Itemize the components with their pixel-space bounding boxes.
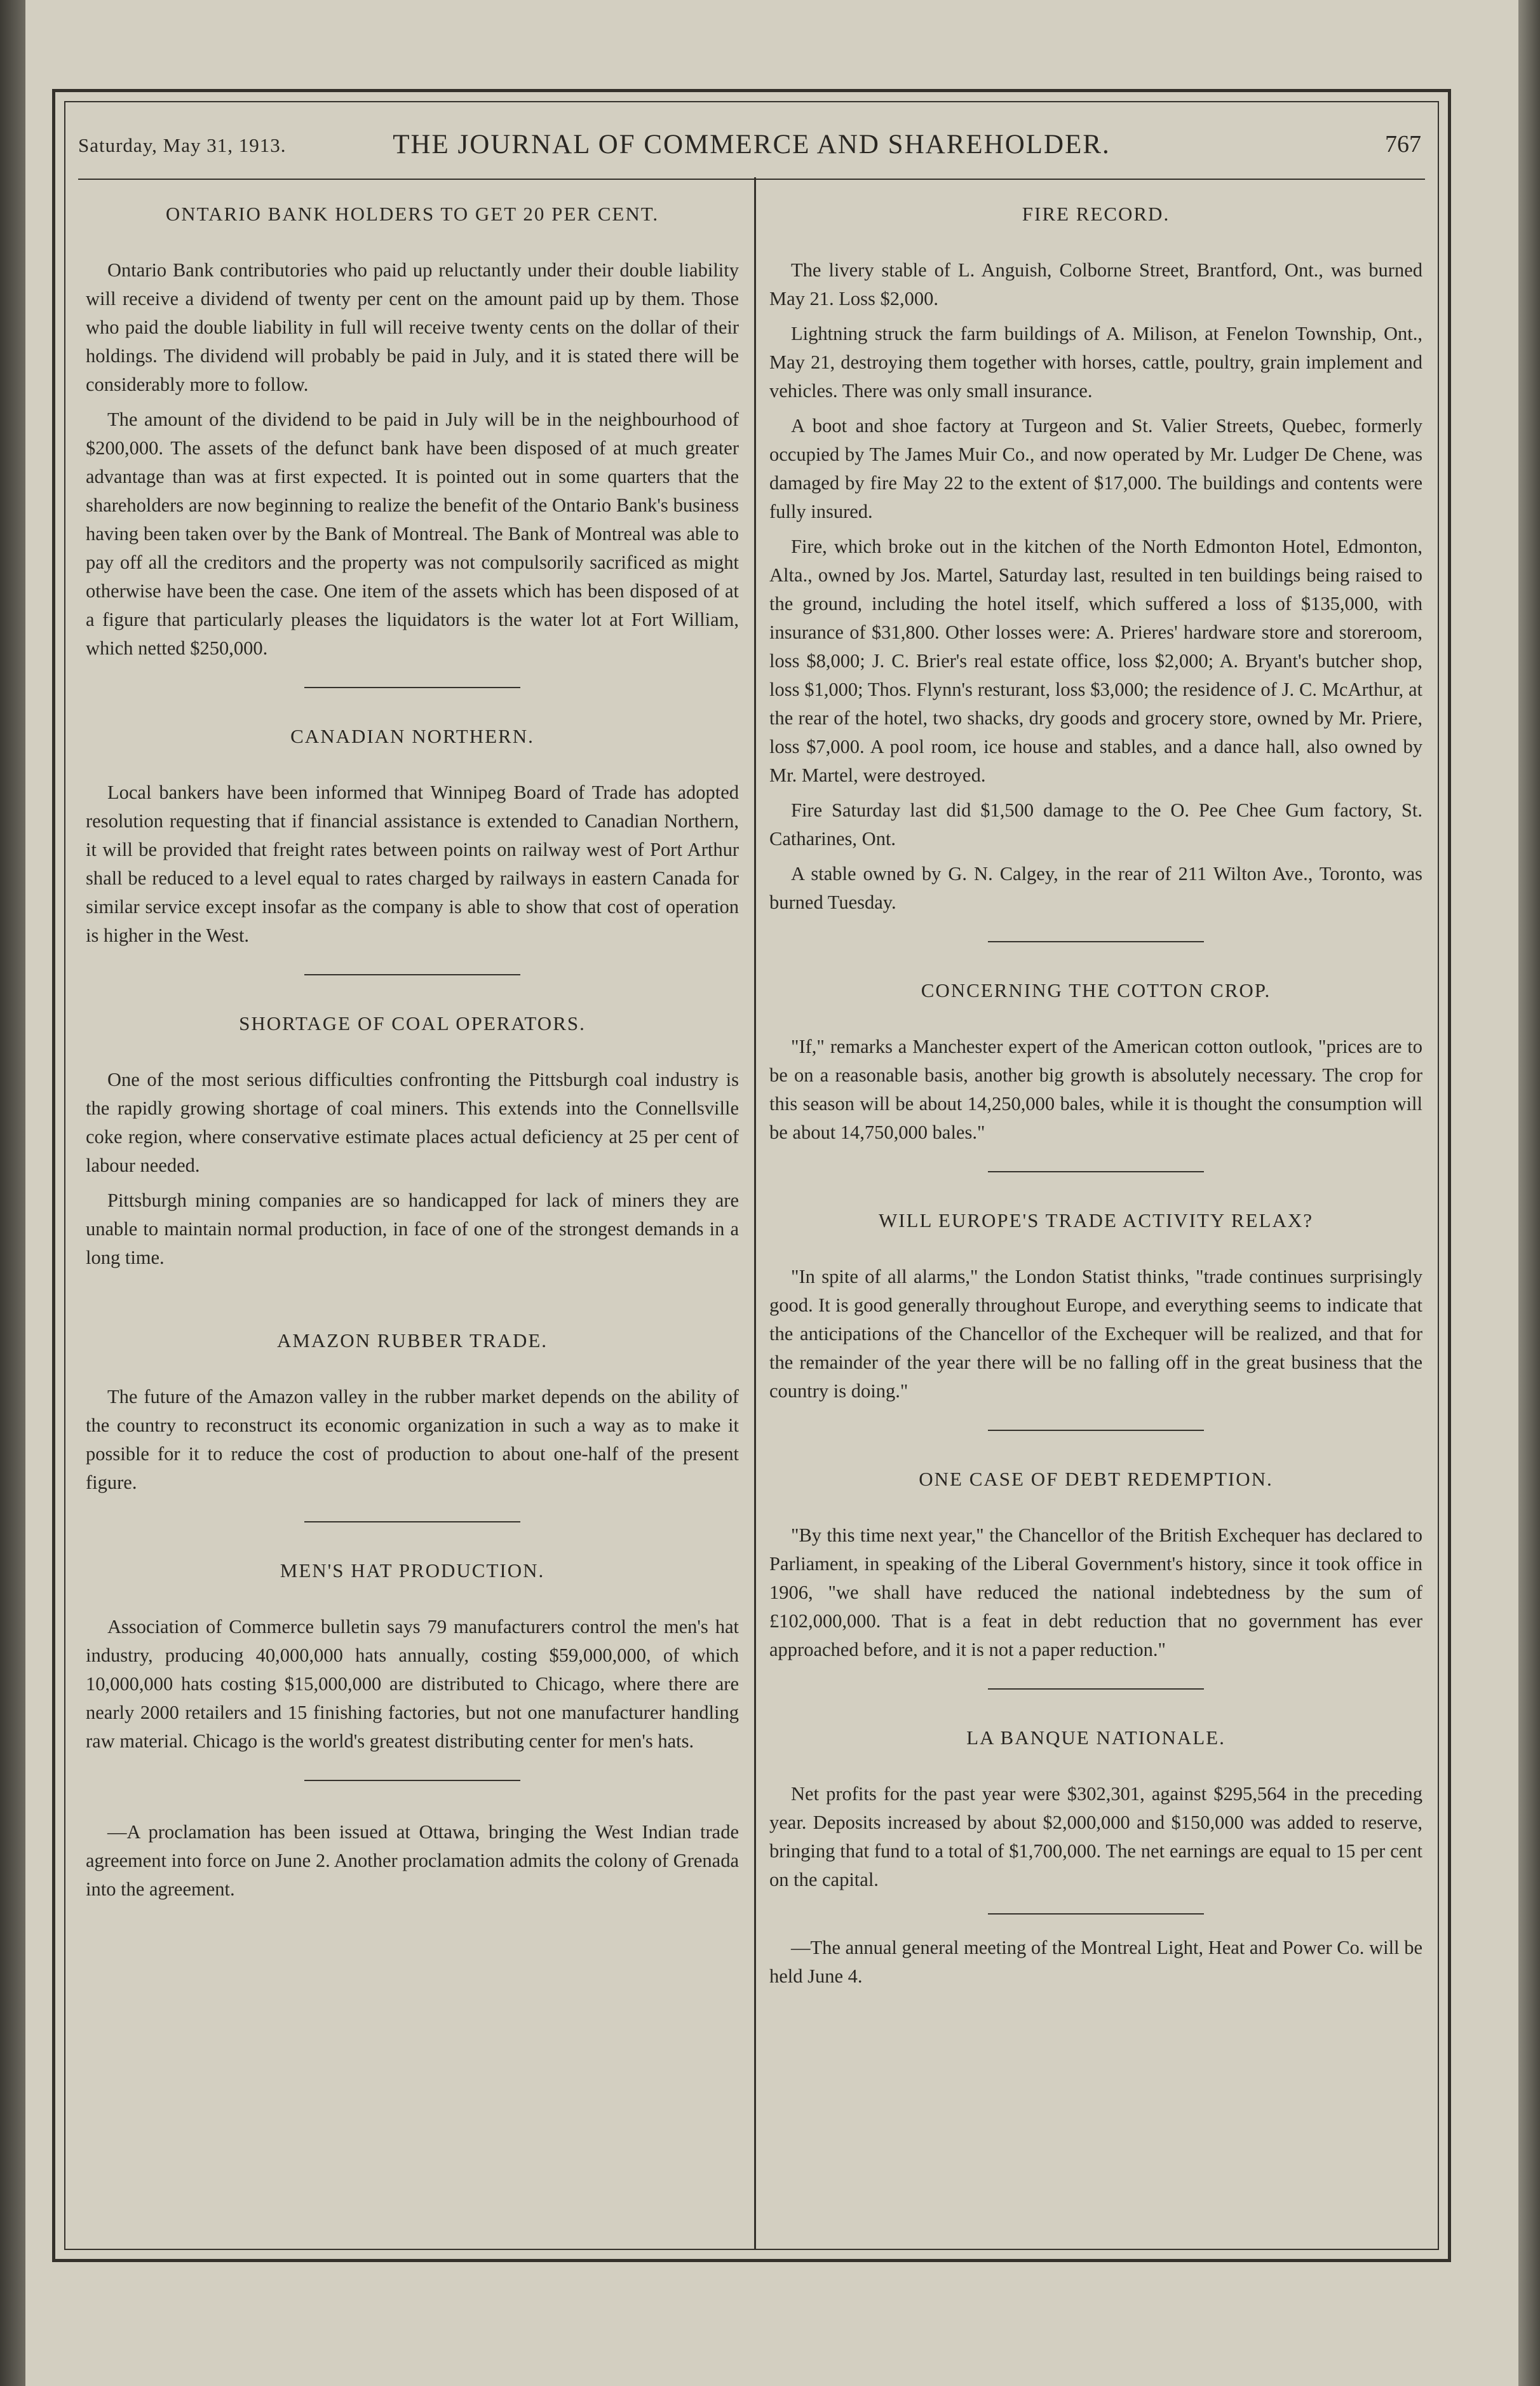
section-rule (304, 687, 520, 688)
article-paragraph: Ontario Bank contributories who paid up reluctantly under their double liability will receive a dividend of twenty per cent on the amount paid up by them. Those who paid the double liability in full will receive twenty cents on the dollar of their holdings. The dividend will probably be paid in July, and it is stated there will be considerably more to follow. (86, 259, 739, 395)
article-paragraph: One of the most serious difficulties confronting the Pittsburgh coal industry is the rapidly growing shortage of coal miners. This extends into the Connellsville coke region, where conservative estimate places actual deficiency at 25 per cent of labour needed. (86, 1069, 739, 1176)
article-paragraph: The future of the Amazon valley in the rubber market depends on the ability of the country to reconstruct its economic organization in such a way as to make it possible for it to reduce the cost of production to about one-half of the present figure. (86, 1386, 739, 1493)
section-rule (988, 1913, 1204, 1915)
article-paragraph: "If," remarks a Manchester expert of the American cotton outlook, "prices are to be on a reasonable basis, another big growth is absolutely necessary. The crop for this season will be about 14,250,000 bales, while it is thought the consumption will be about 14,750,000 bales." (769, 1036, 1422, 1143)
article-banque-nationale (769, 1726, 1422, 1894)
article-paragraph: Fire, which broke out in the kitchen of the North Edmonton Hotel, Edmonton, Alta., owned by Jos. Martel, Saturday last, resulted in ten buildings being raised to the ground, including the hotel itself, which suffered a loss of $135,000, with insurance of $31,800. Other losses were: A. Prieres' hardware store and storeroom, loss $8,000; J. C. Brier's real estate office, loss $2,000; A. Bryant's butcher shop, loss $1,000; Thos. Flynn's resturant, loss $3,000; the residence of J. C. McArthur, at the rear of the hotel, two shacks, dry goods and grocery store, owned by Mr. Priere, loss $7,000. A pool room, ice house and stables, and a dance hall, also owned by Mr. Martel, were destroyed. (769, 536, 1422, 786)
article-paragraph: Pittsburgh mining companies are so handicapped for lack of miners they are unable to maintain normal production, in face of one of the strongest demands in a long time. (86, 1190, 739, 1268)
article-debt-redemption (769, 1468, 1422, 1664)
section-rule (988, 1430, 1204, 1431)
article-paragraph: "By this time next year," the Chancellor of the British Exchequer has declared to Parliament, in speaking of the Liberal Government's history, since it took office in 1906, "we shall have reduced the national indebtedness by the sum of £102,000,000. That is a feat in debt reduction that no government has ever approached before, and it is not a paper reduction." (769, 1524, 1422, 1660)
article-paragraph: Lightning struck the farm buildings of A. Milison, at Fenelon Township, Ont., May 21, destroying them together with horses, cattle, poultry, grain implement and vehicles. There was only small insurance. (769, 323, 1422, 402)
article-headline: ONTARIO BANK HOLDERS TO GET 20 PER CENT. (165, 203, 659, 225)
left-column (86, 190, 739, 1910)
article-paragraph: A stable owned by G. N. Calgey, in the rear of 211 Wilton Ave., Toronto, was burned Tuesday. (769, 863, 1422, 913)
section-rule (304, 1521, 520, 1522)
article-coal-operators (86, 1012, 739, 1272)
article-headline: CONCERNING THE COTTON CROP. (921, 979, 1271, 1001)
article-canadian-northern (86, 725, 739, 950)
section-rule (304, 974, 520, 975)
page-number: 767 (1385, 131, 1421, 158)
article-mens-hats (86, 1559, 739, 1756)
right-column (769, 190, 1422, 1997)
article-fire-record (769, 203, 1422, 917)
article-headline: FIRE RECORD. (1022, 203, 1170, 225)
book-binding (0, 0, 25, 2386)
article-headline: CANADIAN NORTHERN. (290, 725, 534, 747)
article-europe-trade (769, 1209, 1422, 1406)
article-paragraph: Association of Commerce bulletin says 79 manufacturers control the men's hat industry, producing 40,000,000 hats annually, costing $59,000,000, of which 10,000,000 hats costing $15,000,000 are distributed to Chicago, where there are nearly 2000 retailers and 15 finishing factories, but not one manufacturer handling raw material. Chicago is the world's greatest distributing center for men's hats. (86, 1616, 739, 1752)
page-edge (1518, 0, 1540, 2386)
article-paragraph: Local bankers have been informed that Winnipeg Board of Trade has adopted resolution requesting that if financial assistance is extended to Canadian Northern, it will be provided that freight rates between points on railway west of Port Arthur shall be reduced to a level equal to rates charged by railways in eastern Canada for similar service except insofar as the company is able to show that cost of operation is higher in the West. (86, 782, 739, 946)
issue-date: Saturday, May 31, 1913. (78, 134, 287, 156)
article-headline: ONE CASE OF DEBT REDEMPTION. (919, 1468, 1273, 1490)
article-cotton-crop (769, 979, 1422, 1147)
newspaper-page (25, 0, 1518, 2386)
section-rule (988, 941, 1204, 942)
note-paragraph: —The annual general meeting of the Montreal Light, Heat and Power Co. will be held June 4. (769, 1937, 1422, 1987)
article-paragraph: Fire Saturday last did $1,500 damage to the O. Pee Chee Gum factory, St. Catharines, Ont. (769, 799, 1422, 850)
column-divider (754, 177, 756, 2249)
article-paragraph: The amount of the dividend to be paid in July will be in the neighbourhood of $200,000. The assets of the defunct bank have been disposed of at much greater advantage than was at first expected. It is pointed out in some quarters that the shareholders are now beginning to realize the benefit of the Ontario Bank's business having been taken over by the Bank of Montreal. The Bank of Montreal was able to pay off all the creditors and the property was not compulsorily sacrificed as might otherwise have been the case. One item of the assets which has been disposed of at a figure that particularly pleases the liquidators is the water lot at Fort William, which netted $250,000. (86, 409, 739, 659)
article-paragraph: "In spite of all alarms," the London Statist thinks, "trade continues surprisingly good. It is good generally throughout Europe, and everything seems to indicate that the anticipations of the Chancellor of the Exchequer will be realized, and that for the remainder of the year there will be no falling off in the great business that the country is doing." (769, 1266, 1422, 1402)
note-paragraph: —A proclamation has been issued at Ottawa, bringing the West Indian trade agreement into force on June 2. Another proclamation admits the colony of Grenada into the agreement. (86, 1821, 739, 1900)
article-amazon-rubber (86, 1329, 739, 1497)
article-headline: SHORTAGE OF COAL OPERATORS. (239, 1012, 586, 1034)
running-header (78, 128, 1425, 180)
article-ontario-bank (86, 203, 739, 663)
page-frame (52, 89, 1451, 2262)
article-paragraph: Net profits for the past year were $302,301, against $295,564 in the preceding year. Deposits increased by about $2,000,000 and $150,000 was added to reserve, bringing that fund to a total of $1,700,000. The net earnings are equal to 15 per cent on the capital. (769, 1783, 1422, 1890)
section-rule (304, 1780, 520, 1781)
news-note-montreal-light (769, 1934, 1422, 1991)
article-headline: MEN'S HAT PRODUCTION. (280, 1559, 545, 1582)
page-inner-frame (64, 101, 1439, 2250)
article-headline: WILL EUROPE'S TRADE ACTIVITY RELAX? (878, 1209, 1314, 1231)
article-headline: LA BANQUE NATIONALE. (966, 1726, 1226, 1749)
section-rule (988, 1688, 1204, 1690)
article-paragraph: A boot and shoe factory at Turgeon and St. Valier Streets, Quebec, formerly occupied by The James Muir Co., and now operated by Mr. Ludger De Chene, was damaged by fire May 22 to the extent of $17,000. The buildings and contents were fully insured. (769, 415, 1422, 522)
article-headline: AMAZON RUBBER TRADE. (276, 1329, 548, 1352)
section-rule (988, 1171, 1204, 1172)
news-note-proclamation (86, 1818, 739, 1904)
journal-title: THE JOURNAL OF COMMERCE AND SHAREHOLDER. (393, 130, 1111, 159)
article-paragraph: The livery stable of L. Anguish, Colborne Street, Brantford, Ont., was burned May 21. Loss $2,000. (769, 259, 1422, 309)
